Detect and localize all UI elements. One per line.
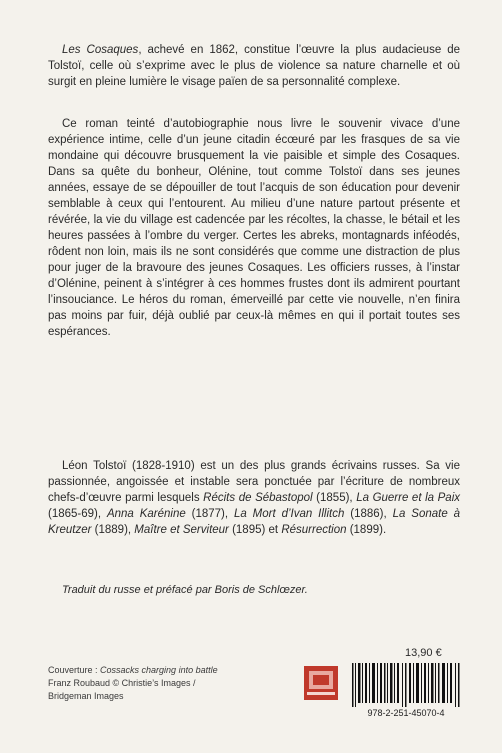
intro-text: , achevé en 1862, constitue l’œuvre la plus audacieuse de Tolstoï, celle où s’exprime avec le plus de violence sa nature charnelle et où surgit en pleine lumière le visage païen de sa personnalité complexe. <box>48 44 460 88</box>
painting-title: Cossacks charging into battle <box>100 665 218 675</box>
credit-line-3: Bridgeman Images <box>48 691 124 701</box>
work-title: Anna Karénine <box>106 508 186 520</box>
bio-text: (1889), <box>91 524 135 536</box>
bio-text: (1865-69), <box>48 508 107 520</box>
work-title: Résurrection <box>281 524 347 536</box>
credit-line-1 <box>48 664 218 677</box>
publisher-logo-icon <box>304 666 338 700</box>
bio-text: (1899). <box>346 524 387 536</box>
price-label: 13,90 € <box>405 647 442 659</box>
work-title: La Sonate à Kreutzer <box>48 508 461 536</box>
book-title-italic: Les Cosaques <box>62 44 139 56</box>
credit-line-2: Franz Roubaud © Christie’s Images / <box>48 678 196 688</box>
cover-credits <box>48 664 218 703</box>
work-title: Récits de Sébastopol <box>203 492 313 504</box>
translator-credit: Traduit du russe et préfacé par Boris de Schlœzer. <box>62 584 308 596</box>
work-title: La Mort d’Ivan Illitch <box>233 508 345 520</box>
credit-prefix: Couverture : <box>48 665 101 675</box>
barcode-icon <box>350 661 462 707</box>
work-title: La Guerre et la Paix <box>356 492 460 504</box>
work-title: Maître et Serviteur <box>134 524 229 536</box>
bio-text: (1886), <box>344 508 393 520</box>
author-bio-paragraph <box>48 458 460 538</box>
bio-text: (1877), <box>185 508 234 520</box>
intro-paragraph <box>48 42 460 90</box>
bio-text: Léon Tolstoï (1828-1910) est un des plus grands écrivains russes. Sa vie passionnée, angoissée et instable sera ponctuée par l’écriture de nombreux chefs-d’œuvre parmi lesquels <box>48 460 460 504</box>
bio-text: (1855), <box>312 492 357 504</box>
bio-text: (1895) et <box>228 524 282 536</box>
isbn-number: 978-2-251-45070-4 <box>367 708 445 718</box>
summary-paragraph: Ce roman teinté d’autobiographie nous livre le souvenir vivace d’une expérience intime, celle d’un jeune citadin écœuré par les frasques de sa vie mondaine qui découvre brusquement la vie paisible et simple des Cosaques. Dans sa quête du bonheur, Olénine, tout comme Tolstoï dans ses jeunes années, essaye de se dépouiller de tout l’acquis de son éducation pour devenir semblable à ceux qui l’entourent. Au milieu d’une nature partout présente et révérée, la vie du village est cadencée par les récoltes, la chasse, le bétail et les heures passées à l’ombre du verger. Certes les abreks, montagnards inféodés, rôdent non loin, mais ils ne sont considérés que comme une distraction de plus pour juger de la bravoure des jeunes Cosaques. Les officiers russes, à l’instar d’Olénine, peinent à s’intégrer à ces hommes frustes dont ils admirent pourtant l’insouciance. Le héros du roman, émerveillé par cette vie nouvelle, n’en finira pas moins par fuir, déjà oublié par ceux-là mêmes en qui il portait toutes ses espérances. <box>48 118 460 338</box>
